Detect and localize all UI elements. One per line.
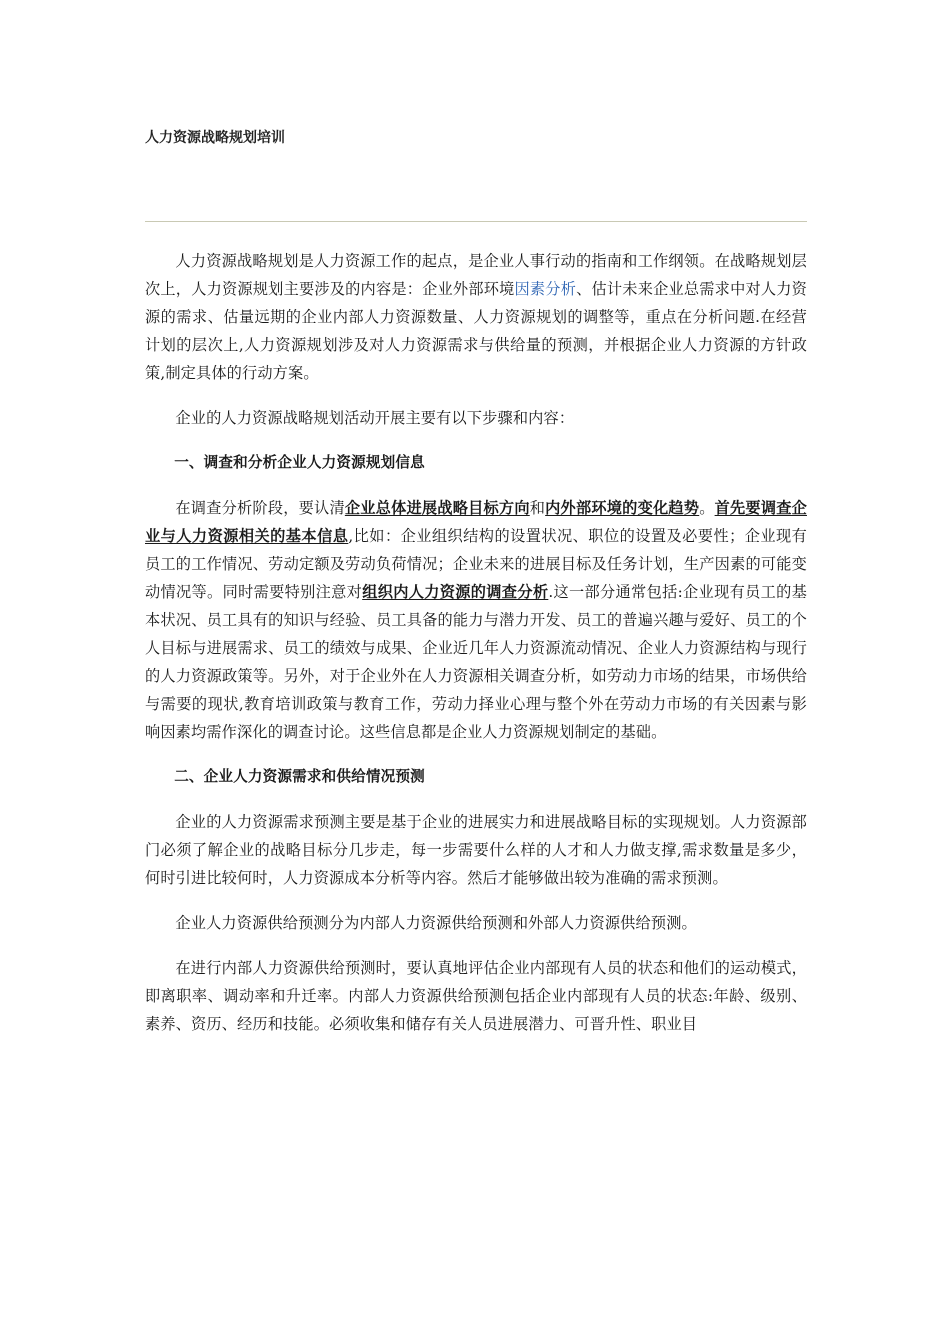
underlined-phrase-internal-survey: 组织内人力资源的调查分析	[362, 583, 549, 601]
underlined-phrase-strategy-direction: 企业总体进展战略目标方向	[344, 499, 530, 517]
title-divider	[145, 221, 807, 222]
paragraph-demand-forecast: 企业的人力资源需求预测主要是基于企业的进展实力和进展战略目标的实现规划。人力资源部门必须了解企业的战略目标分几步走，每一步需要什么样的人才和人力做支撑,需求数量是多少，何时引进比较何时，人力资源成本分析等内容。然后才能够做出较为准确的需求预测。	[145, 813, 807, 887]
paragraph-supply-forecast: 企业人力资源供给预测分为内部人力资源供给预测和外部人力资源供给预测。	[175, 914, 697, 932]
section-heading-1: 一、调查和分析企业人力资源规划信息	[174, 454, 425, 471]
underlined-phrase-environment-trend: 内外部环境的变化趋势	[545, 499, 700, 517]
paragraph-intro: 人力资源战略规划是人力资源工作的起点，是企业人事行动的指南和工作纲领。在战略规划层次上，人力资源规划主要涉及的内容是：企业外部环境因素分析、估计未来企业总需求中对人力资源的需求、估量远期的企业内部人力资源数量、人力资源规划的调整等，重点在分析问题.在经营计划的层次上,人力资源规划涉及对人力资源需求与供给量的预测，并根据企业人力资源的方针政策,制定具体的行动方案。	[145, 252, 807, 382]
section-heading-2: 二、企业人力资源需求和供给情况预测	[174, 768, 425, 785]
paragraph-internal-supply: 在进行内部人力资源供给预测时，要认真地评估企业内部现有人员的状态和他们的运动模式，即离职率、调动率和升迁率。内部人力资源供给预测包括企业内部现有人员的状态:年龄、级别、素养、资历、经历和技能。必须收集和储存有关人员进展潜力、可晋升性、职业目	[145, 959, 807, 1033]
paragraph-investigation: 在调查分析阶段，要认清企业总体进展战略目标方向和内外部环境的变化趋势。首先要调查企业与人力资源相关的基本信息,比如：企业组织结构的设置状况、职位的设置及必要性；企业现有员工的工作情况、劳动定额及劳动负荷情况；企业未来的进展目标及任务计划，生产因素的可能变动情况等。同时需要特别注意对组织内人力资源的调查分析.这一部分通常包括:企业现有员工的基本状况、员工具有的知识与经验、员工具备的能力与潜力开发、员工的普遍兴趣与爱好、员工的个人目标与进展需求、员工的绩效与成果、企业近几年人力资源流动情况、企业人力资源结构与现行的人力资源政策等。另外，对于企业外在人力资源相关调查分析，如劳动力市场的结果，市场供给与需要的现状,教育培训政策与教育工作，劳动力择业心理与整个外在劳动力市场的有关因素与影响因素均需作深化的调查讨论。这些信息都是企业人力资源规划制定的基础。	[145, 499, 808, 741]
underlined-phrase-basic-info: 首先要调查企业与人力资源相关的基本信息	[145, 499, 807, 545]
document-body	[145, 247, 807, 1038]
factor-analysis-link[interactable]: 因素分析	[514, 280, 577, 298]
paragraph-steps-intro: 企业的人力资源战略规划活动开展主要有以下步骤和内容：	[175, 409, 575, 427]
document-title: 人力资源战略规划培训	[145, 130, 285, 146]
